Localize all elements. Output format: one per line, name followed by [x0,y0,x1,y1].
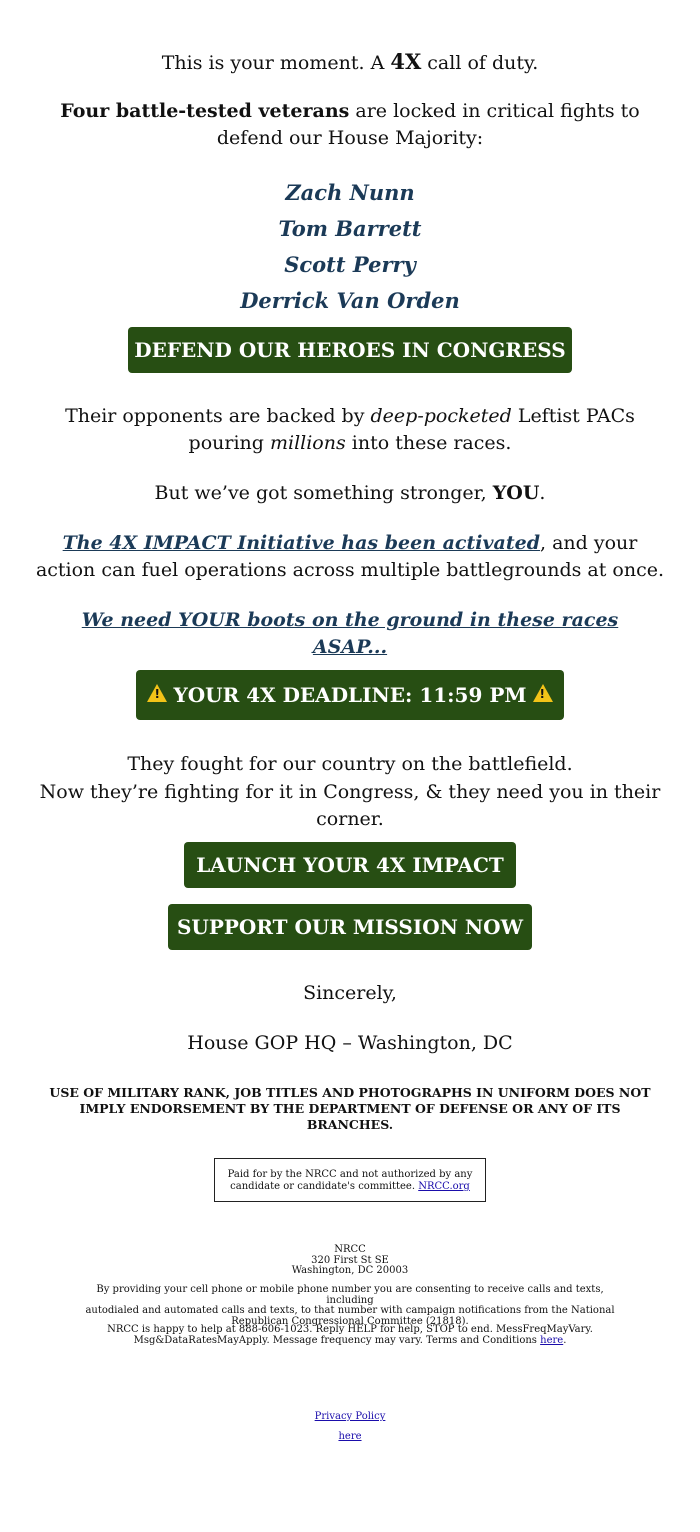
fought-line-1: They fought for our country on the battlefield. [127,753,573,775]
initiative-link[interactable]: The 4X IMPACT Initiative has been activated [62,532,540,554]
intro-text-end: call of duty. [421,52,539,74]
footer-street: 320 First St SE [311,1254,389,1266]
paid-for-box [214,1158,486,1202]
paid-for-line: Paid for by the NRCC and not authorized by any [227,1169,473,1180]
veterans-text: are locked in critical fights to [349,100,640,122]
opponents-text: Their opponents are backed by [65,405,371,427]
initiative-line-1 [0,530,700,557]
help-line: NRCC is happy to help at 888-606-1023. Reply HELP for help, STOP to end. MessFreqMayVary. [107,1324,593,1335]
candidate-name: Tom Barrett [278,216,422,241]
boots-line-2 [0,634,700,661]
nrcc-link[interactable]: NRCC.org [418,1181,470,1192]
terms-here-link[interactable]: here [540,1334,564,1346]
initiative-text: , and your [540,532,638,554]
veterans-line-2 [0,125,700,152]
launch-impact-button[interactable] [184,842,516,888]
warning-icon [147,684,167,702]
here-link[interactable]: here [338,1431,362,1442]
warning-icon-glyph: ! [539,687,545,701]
military-disclaimer [40,1085,660,1133]
boots-line-1 [0,607,700,634]
intro-line [0,48,700,77]
opponents-text-2: pouring [188,432,270,454]
stronger-line [0,480,700,507]
here-row [90,1432,610,1443]
initiative-text-2: action can fuel operations across multiple battlegrounds at once. [35,559,665,581]
footer-consent [80,1285,620,1327]
opponents-text-2-end: into these races. [345,432,512,454]
initiative-line-2 [0,557,700,584]
help-text: Msg&DataRatesMayApply. Message frequency may vary. Terms and Conditions [133,1334,541,1346]
stronger-you: YOU [492,482,540,504]
footer-help [90,1325,610,1346]
warning-icon-glyph: ! [154,687,160,701]
veterans-bold: Four battle-tested veterans [60,100,350,122]
footer-city: Washington, DC 20003 [291,1265,409,1276]
disclaimer-line: USE OF MILITARY RANK, JOB TITLES AND PHOTOGRAPHS IN UNIFORM DOES NOT [49,1085,651,1100]
opponents-italic-2: millions [269,432,346,454]
sincerely: Sincerely, [303,982,397,1004]
candidate-name: Zach Nunn [285,180,415,205]
disclaimer-line: IMPLY ENDORSEMENT BY THE DEPARTMENT OF DEFENSE OR ANY OF ITS BRANCHES. [79,1101,621,1132]
launch-impact-label: LAUNCH YOUR 4X IMPACT [196,853,504,877]
warning-icon [533,684,553,702]
privacy-row [90,1412,610,1423]
fought-line-3: corner. [316,808,384,830]
candidate-name: Derrick Van Orden [240,288,460,313]
veterans-line-1 [0,98,700,125]
footer-org: NRCC [334,1244,366,1255]
sender: House GOP HQ – Washington, DC [187,1032,513,1054]
deadline-label: YOUR 4X DEADLINE: 11:59 PM [173,683,527,707]
defend-heroes-button[interactable] [128,327,572,373]
help-line-2 [90,1336,610,1347]
boots-link[interactable]: We need YOUR boots on the ground in these races [81,609,619,631]
opponents-line-1 [0,403,700,430]
defend-heroes-label: DEFEND OUR HEROES IN CONGRESS [134,338,566,362]
opponents-text-end: Leftist PACs [511,405,635,427]
consent-line: autodialed and automated calls and texts, to that number with campaign notifications from the National [85,1305,615,1316]
support-mission-button[interactable] [168,904,532,950]
support-mission-label: SUPPORT OUR MISSION NOW [176,915,524,939]
consent-line: By providing your cell phone or mobile phone number you are consenting to receive calls and texts, including [96,1284,604,1306]
paid-for-line-2 [215,1181,485,1193]
footer-address [90,1245,610,1277]
veterans-text-2: defend our House Majority: [216,127,484,149]
help-period: . [563,1334,567,1346]
stronger-text: But we’ve got something stronger, [154,482,493,504]
paid-for-text: candidate or candidate's committee. [230,1181,419,1192]
boots-link-2[interactable]: ASAP... [312,636,388,658]
candidate-name: Scott Perry [284,252,416,277]
intro-4x: 4X [390,49,422,74]
stronger-period: . [539,482,546,504]
consent-line: Republican Congressional Committee (21818). [231,1315,469,1327]
deadline-button[interactable] [136,670,564,720]
fought-line-2: Now they’re fighting for it in Congress, & they need you in their [39,781,661,803]
privacy-policy-link[interactable]: Privacy Policy [314,1411,386,1422]
opponents-line-2 [0,430,700,457]
intro-text: This is your moment. A [161,52,391,74]
opponents-italic: deep-pocketed [370,405,512,427]
